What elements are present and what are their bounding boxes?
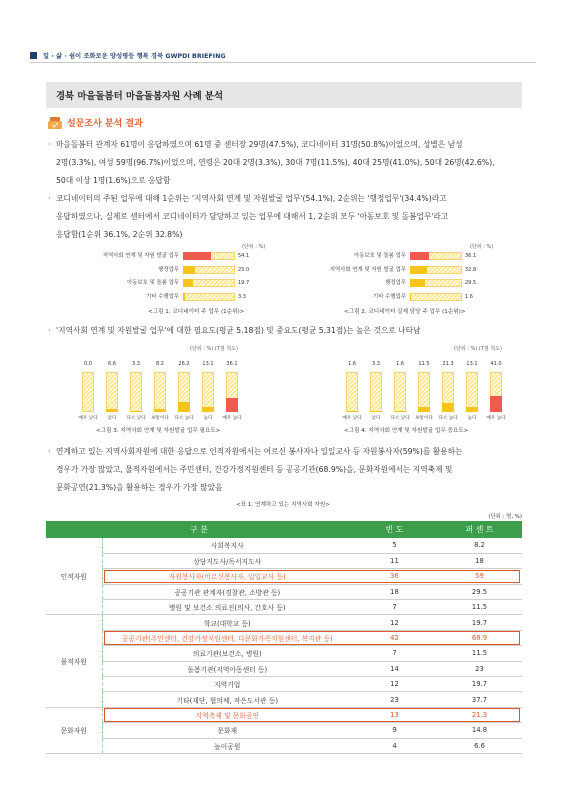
bar-track	[370, 372, 382, 412]
fig2-unit: (단위 : %)	[470, 244, 494, 250]
bar-track	[154, 372, 166, 412]
paragraph-resources: · 연계하고 있는 지역사회자원에 대한 응답으로 인적자원에서는 어르신 봉사자나 일일교사 등 자원봉사자(59%)를 활용하는 경우가 가장 많았고, 물적자원에서는 주민센터, 건강가정지원센터 등 공공기관(68.9%)을, 문화자원에서는 지역축제 및 문화공연(21.3%)을 활용하는 경우가 가장 많았음	[48, 443, 522, 496]
cell-freq: 7	[352, 600, 437, 615]
bar-label: 기타 수행업무	[373, 293, 406, 300]
cell-item: 상담지도사/독서지도사	[102, 553, 352, 568]
bar-track	[346, 372, 358, 412]
cell-item: 지역기업	[102, 677, 352, 692]
bar-value-label: 54.1	[238, 253, 250, 259]
bar	[226, 398, 238, 412]
table-row	[46, 738, 522, 753]
bar-value-label: 36.1	[226, 361, 238, 367]
cell-freq: 23	[352, 692, 437, 707]
table-row	[46, 600, 522, 615]
paragraph-need-importance: · '지역사회 연계 및 자원발굴 업무'에 대한 필요도(평균 5.18점) 및 중요도(평균 5.31점)는 높은 것으로 나타남	[48, 322, 522, 340]
cell-pct: 68.9	[437, 630, 522, 645]
bar-track	[82, 372, 94, 412]
bar	[202, 407, 214, 412]
bar-label: 지역사회 연계 및 자원 발굴 업무	[329, 266, 406, 273]
bar-value-label: 6.6	[108, 361, 116, 367]
cell-pct: 19.7	[437, 677, 522, 692]
bar	[490, 396, 502, 412]
table-row	[46, 707, 522, 722]
cell-item: 공공기관 관계자(경찰관, 소방관 등)	[102, 584, 352, 599]
bar-value-label: 29.5	[465, 280, 477, 286]
cell-pct: 14.8	[437, 723, 522, 738]
bar-value-label: 41.0	[490, 361, 502, 367]
header-square-icon	[30, 52, 37, 59]
paragraph-line: 코디네이터의 주된 업무에 대해 1순위는 '지역사회 연계 및 자원발굴 업무'(54.1%), 2순위는 '행정업무'(34.4%)라고	[56, 194, 447, 203]
bar-value-label: 3.3	[132, 361, 140, 367]
bar	[183, 252, 211, 260]
cell-item: 돌봄기관(지역아동센터 등)	[102, 661, 352, 676]
table-unit: (단위 : 명, %)	[488, 514, 522, 520]
bar	[183, 279, 193, 287]
bar-category-label: 다소 낮다	[390, 416, 410, 421]
table-row	[46, 630, 522, 645]
bar-track	[394, 372, 406, 412]
cell-pct: 6.6	[437, 738, 522, 753]
bar-value-label: 3.3	[372, 361, 380, 367]
survey-icon	[48, 117, 62, 129]
bar	[410, 279, 425, 287]
fig4-caption: <그림 4. 지역사회 연계 및 자원발굴 업무 중요도>	[344, 428, 469, 434]
bar-category-label: 높다	[203, 416, 213, 421]
bar-label: 행정업무	[158, 266, 179, 273]
bar-category-label: 매우 낮다	[342, 416, 362, 421]
bar-track	[410, 293, 462, 301]
bar-value-label: 36.1	[465, 253, 477, 259]
bar-value-label: 11.5	[418, 361, 430, 367]
bar-category-label: 매우 낮다	[78, 416, 98, 421]
bar-category-label: 매우 높다	[222, 416, 242, 421]
subheading-label: 설문조사 분석 결과	[67, 119, 143, 129]
bar	[130, 411, 142, 412]
paragraph-line: 응답함(1순위 36.1%, 2순위 32.8%)	[56, 229, 183, 239]
bar-category-label: 매우 높다	[486, 416, 506, 421]
bar-value-label: 13.1	[466, 361, 478, 367]
briefing-header	[30, 51, 226, 60]
bar	[178, 402, 190, 412]
table-row	[46, 723, 522, 738]
header-text: 일 · 삶 · 쉼이 조화로운 양성평등 행복 경북 GWPDI BRIEFING	[43, 53, 226, 60]
bar-value-label: 13.1	[202, 361, 214, 367]
resource-table	[46, 521, 522, 754]
cell-item: 공공기관(주민센터, 건강가정지원센터, 다문화가족지원센터, 복지관 등)	[102, 630, 352, 645]
group-label: 문화자원	[46, 707, 102, 753]
fig1-caption: <그림 1. 코디네이터 주 업무 (1순위)>	[148, 309, 245, 315]
fig1-unit: (단위 : %)	[242, 244, 266, 250]
bar	[106, 409, 118, 412]
cell-freq: 18	[352, 584, 437, 599]
bar	[466, 407, 478, 412]
cell-freq: 9	[352, 723, 437, 738]
cell-pct: 11.5	[437, 600, 522, 615]
table-row	[46, 553, 522, 568]
table-row	[46, 661, 522, 676]
bar-value-label: 8.2	[156, 361, 164, 367]
fig3-caption: <그림 3. 지역사회 연계 및 자원발굴 업무 필요도>	[96, 428, 221, 434]
header-category: 구 분	[46, 521, 352, 538]
table-row	[46, 584, 522, 599]
fig4-unit: (단위 : %) (7점 척도)	[454, 346, 502, 352]
paragraph-line: 응답하였으나, 실제로 센터에서 코디네이터가 담당하고 있는 업무에 대해서 1, 2순위 모두 '아동보호 및 돌봄업무'라고	[56, 211, 449, 221]
cell-pct: 23	[437, 661, 522, 676]
cell-freq: 11	[352, 553, 437, 568]
cell-item: 사회복지사	[102, 538, 352, 553]
cell-pct: 59	[437, 569, 522, 584]
bar	[394, 411, 406, 412]
bar-value-label: 23.0	[238, 266, 250, 273]
cell-pct: 21.3	[437, 707, 522, 722]
bar-track	[418, 372, 430, 412]
cell-item: 기타(재단, 협의체, 작은도서관 등)	[102, 692, 352, 707]
bar	[346, 411, 358, 412]
bar-value-label: 32.8	[465, 266, 477, 273]
bar-value-label: 1.6	[465, 293, 473, 300]
bar-category-label: 다소 낮다	[126, 416, 146, 421]
paragraph-main-duty: · 코디네이터의 주된 업무에 대해 1순위는 '지역사회 연계 및 자원발굴 업무'(54.1%), 2순위는 '행정업무'(34.4%)라고 응답하였으나, 실제로 센터에서 코디네이터가 담당하고 있는 업무에 대해서 1, 2순위 모두 '아동보호 및 돌봄업무'라고 응답함(1순위 36.1%, 2순위 32.8%)	[48, 190, 522, 243]
fig2-caption: <그림 2. 코디네이터 실제 담당 주 업무 (1순위)>	[344, 309, 466, 315]
bar-category-label: 보통이다	[151, 416, 169, 421]
cell-freq: 5	[352, 538, 437, 553]
subheading	[48, 116, 143, 129]
bar-track	[106, 372, 118, 412]
bar	[183, 266, 195, 274]
table-row	[46, 646, 522, 661]
header-frequency: 빈 도	[352, 521, 437, 538]
bar-category-label: 낮다	[107, 416, 117, 421]
cell-pct: 11.5	[437, 646, 522, 661]
paragraph-line: 문화공연(21.3%)을 활용하는 경우가 가장 많았음	[56, 482, 223, 492]
paragraph-line: 경우가 가장 많았고, 물적자원에서는 주민센터, 건강가정지원센터 등 공공기관(68.9%)을, 문화자원에서는 지역축제 및	[56, 464, 453, 474]
table-row	[46, 692, 522, 707]
bar-value-label: 0.0	[84, 361, 92, 367]
bar	[410, 266, 427, 274]
cell-freq: 36	[352, 569, 437, 584]
cell-item: 놀이공원	[102, 738, 352, 753]
cell-freq: 4	[352, 738, 437, 753]
bar	[418, 407, 430, 412]
table-row	[46, 538, 522, 553]
cell-freq: 12	[352, 615, 437, 630]
bar-value-label: 21.3	[442, 361, 454, 367]
cell-pct: 19.7	[437, 615, 522, 630]
paragraph-line: 50대 이상 1명(1.6%)으로 응답함	[56, 175, 171, 185]
bar	[410, 252, 429, 260]
bar-value-label: 1.6	[396, 361, 404, 367]
cell-item: 지역축제 및 문화공연	[102, 707, 352, 722]
bar-track	[130, 372, 142, 412]
cell-item: 자원봉사자(어르신봉사자, 일일교사 등)	[102, 569, 352, 584]
cell-freq: 42	[352, 630, 437, 645]
bar-value-label: 1.6	[348, 361, 356, 367]
paragraph-line: 마을돌봄터 관계자 61명이 응답하였으며 61명 중 센터장 29명(47.5%), 코디네이터 31명(50.8%)이었으며, 성별은 남성	[56, 140, 463, 149]
cell-pct: 29.5	[437, 584, 522, 599]
bar-label: 지역사회 연계 및 자원 발굴 업무	[102, 253, 179, 259]
bar	[154, 409, 166, 412]
paragraph-line: 연계하고 있는 지역사회자원에 대한 응답으로 인적자원에서는 어르신 봉사자나 일일교사 등 자원봉사자(59%)를 활용하는	[56, 447, 463, 456]
bar-label: 행정업무	[385, 280, 406, 286]
cell-freq: 14	[352, 661, 437, 676]
bar-track	[183, 293, 235, 301]
paragraph-line: '지역사회 연계 및 자원발굴 업무'에 대한 필요도(평균 5.18점) 및 중요도(평균 5.31점)는 높은 것으로 나타남	[56, 326, 421, 335]
bar-value-label: 26.2	[178, 361, 190, 367]
cell-item: 문화재	[102, 723, 352, 738]
bar	[370, 411, 382, 412]
bar-label: 아동보호 및 돌봄 업무	[353, 253, 406, 259]
bar	[442, 403, 454, 412]
cell-pct: 37.7	[437, 692, 522, 707]
table-title: <표 1. 연계하고 있는 지역사회 자원>	[236, 502, 330, 508]
table-header-row	[46, 521, 522, 538]
section-title: 경북 마을돌봄터 마을돌봄자원 사례 분석	[56, 91, 224, 102]
cell-freq: 7	[352, 646, 437, 661]
paragraph-respondents: · 마을돌봄터 관계자 61명이 응답하였으며 61명 중 센터장 29명(47.5%), 코디네이터 31명(50.8%)이었으며, 성별은 남성 2명(3.3%), 여성 59명(96.7%)이었으며, 연령은 20대 2명(3.3%), 30대 7명(11.5%), 40대 25명(41.0%), 50대 26명(42.6%), 50대 이상 1명(1.6%)으로 응답함	[48, 136, 522, 189]
table-row	[46, 677, 522, 692]
bar-category-label: 다소 높다	[438, 416, 458, 421]
cell-pct: 18	[437, 553, 522, 568]
bar-value-label: 19.7	[238, 280, 250, 286]
cell-freq: 13	[352, 707, 437, 722]
cell-item: 병원 및 보건소 의료진(의사, 간호사 등)	[102, 600, 352, 615]
fig3-unit: (단위 : %) (7점 척도)	[190, 346, 238, 352]
bar-category-label: 보통이다	[415, 416, 433, 421]
table-row	[46, 569, 522, 584]
cell-item: 의료기관(보건소, 병원)	[102, 646, 352, 661]
bar-category-label: 높다	[467, 416, 477, 421]
bar-value-label: 3.3	[238, 293, 246, 300]
cell-freq: 12	[352, 677, 437, 692]
group-label: 물적자원	[46, 615, 102, 707]
header-divider	[30, 62, 536, 63]
bar-label: 기타 수행업무	[146, 293, 179, 300]
cell-item: 학교(대학교 등)	[102, 615, 352, 630]
header-percent: 퍼 센 트	[437, 521, 522, 538]
bar-category-label: 다소 높다	[174, 416, 194, 421]
bar	[183, 293, 185, 301]
bar-label: 아동보호 및 돌봄 업무	[126, 280, 179, 286]
section-title-band	[46, 82, 522, 108]
paragraph-line: 2명(3.3%), 여성 59명(96.7%)이었으며, 연령은 20대 2명(3.3%), 30대 7명(11.5%), 40대 25명(41.0%), 50대 26명(42.6%),	[56, 157, 495, 167]
group-label: 인적자원	[46, 538, 102, 615]
bar	[410, 293, 411, 301]
cell-pct: 8.2	[437, 538, 522, 553]
bar-category-label: 낮다	[371, 416, 381, 421]
table-row	[46, 615, 522, 630]
